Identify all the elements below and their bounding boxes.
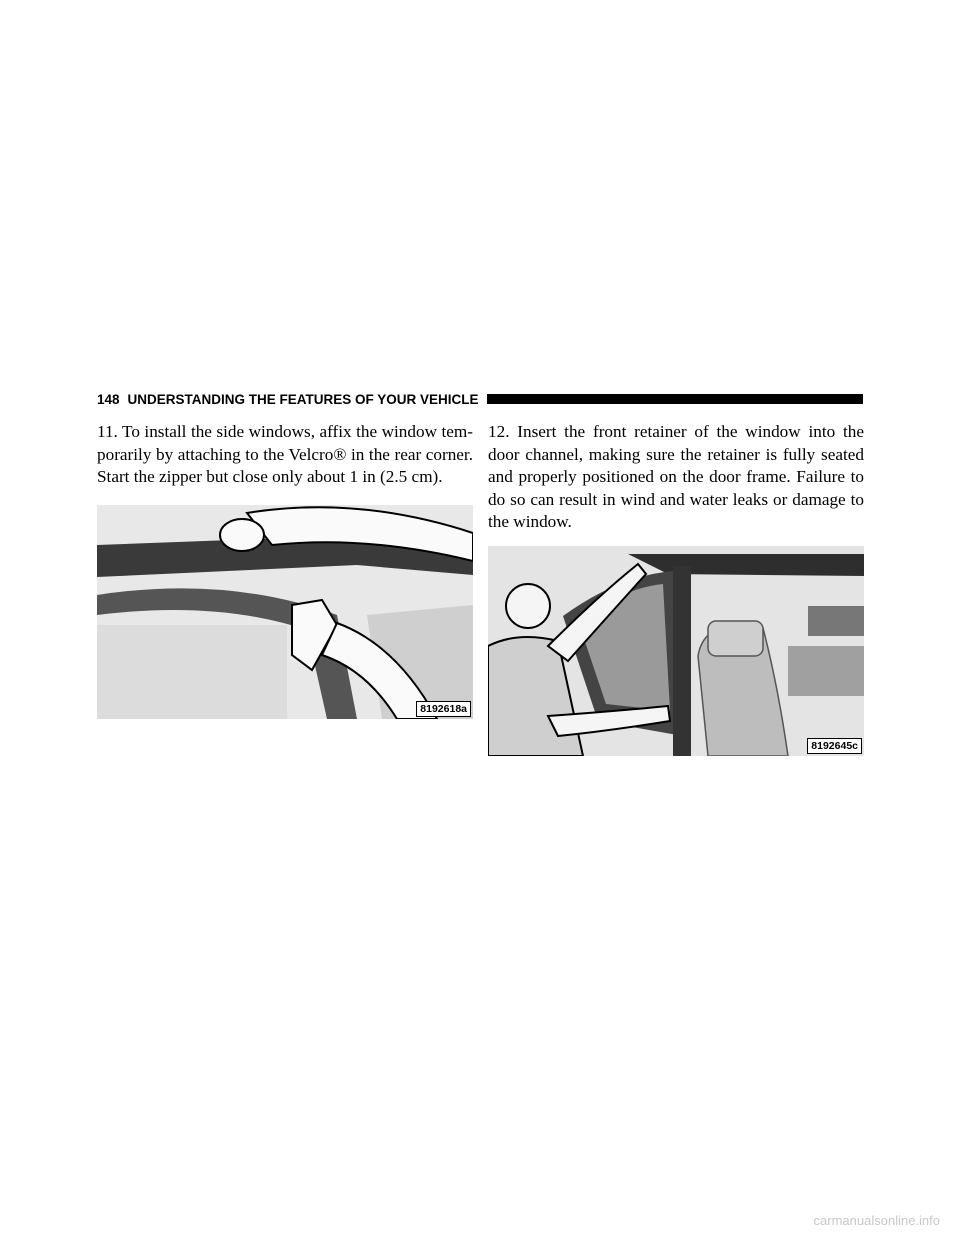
page-number: 148: [97, 391, 120, 407]
front-retainer-illustration: [488, 546, 864, 756]
figure-side-window-velcro: [97, 505, 473, 719]
step-11-text: 11. To install the side windows, affix the window tem-porarily by attaching to the Velcro® in the rear corner. Start the zipper but close only about 1 in (2.5 cm).: [97, 422, 473, 486]
figure-code: 8192645c: [807, 738, 862, 754]
step-12-text: 12. Insert the front retainer of the window into the door channel, making sure the retainer is fully seated and properly positioned on the door frame. Failure to do so can result in wind and water leaks or damage to the window.: [488, 422, 864, 531]
section-title: UNDERSTANDING THE FEATURES OF YOUR VEHICLE: [127, 391, 479, 407]
right-column: [488, 421, 864, 534]
left-column: [97, 421, 473, 489]
page-header: [97, 390, 863, 408]
header-rule: [487, 394, 863, 404]
watermark: carmanualsonline.info: [813, 1213, 940, 1228]
figure-front-retainer: [488, 546, 864, 756]
side-window-illustration: [97, 505, 473, 719]
figure-code: 8192618a: [416, 701, 471, 717]
